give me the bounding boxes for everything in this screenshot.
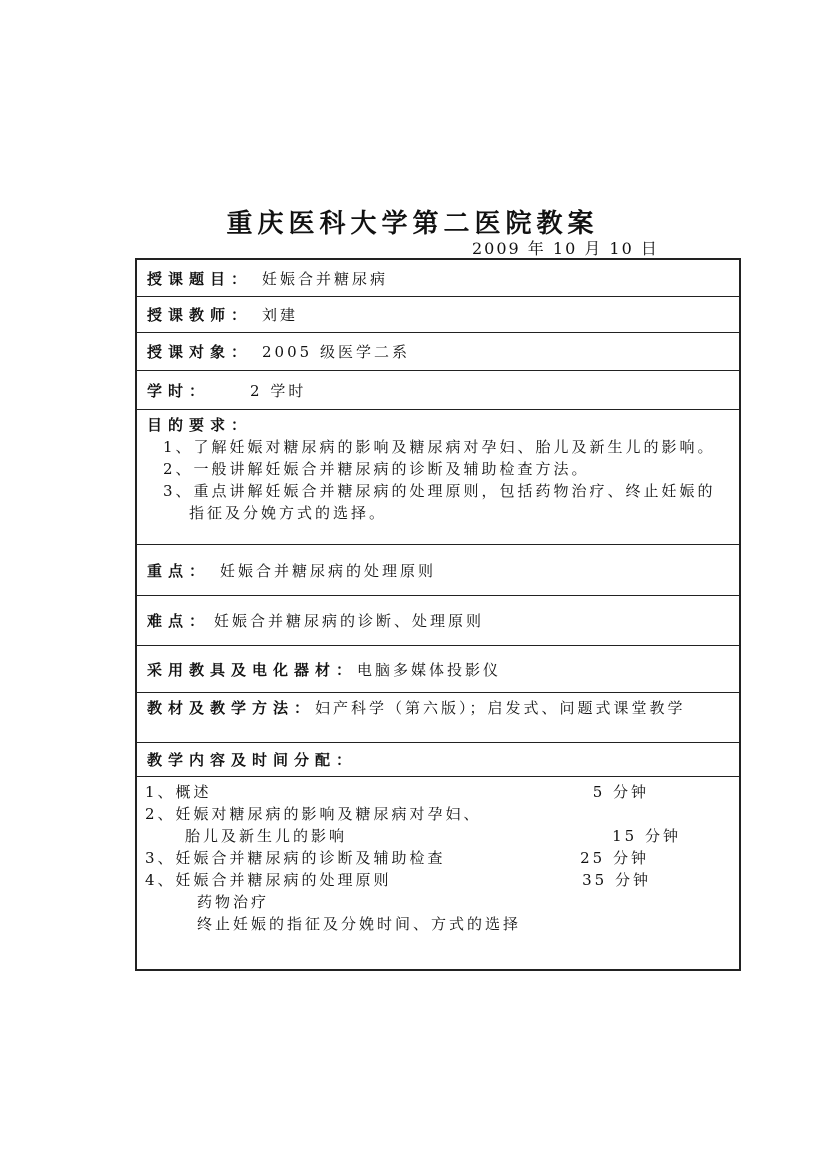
goal-item: 1、了解妊娠对糖尿病的影响及糖尿病对孕妇、胎儿及新生儿的影响。 <box>163 438 716 456</box>
row-key-point <box>137 545 739 596</box>
row-equipment <box>137 646 739 693</box>
schedule-time: 25 分钟 <box>580 849 649 867</box>
schedule-text: 2、妊娠对糖尿病的影响及糖尿病对孕妇、 <box>145 805 482 823</box>
row-hours <box>137 371 739 410</box>
hours-value: 2 学时 <box>250 381 307 400</box>
schedule-text: 终止妊娠的指征及分娩时间、方式的选择 <box>197 915 522 933</box>
lesson-plan-table <box>135 258 741 971</box>
row-goals <box>137 410 739 545</box>
schedule-line <box>145 803 729 825</box>
schedule-line <box>145 781 729 803</box>
schedule-line <box>145 891 729 913</box>
schedule-text: 3、妊娠合并糖尿病的诊断及辅助检查 <box>145 849 446 867</box>
schedule-line <box>145 825 729 847</box>
audience-value: 2005 级医学二系 <box>262 343 410 361</box>
schedule-line <box>145 847 729 869</box>
method-value: 妇产科学（第六版）；启发式、问题式课堂教学 <box>315 699 686 717</box>
content-label: 教学内容及时间分配： <box>147 751 358 769</box>
row-topic <box>137 260 739 297</box>
teacher-value: 刘建 <box>262 306 299 324</box>
schedule-text: 药物治疗 <box>197 893 270 911</box>
goals-label: 目的要求： <box>147 416 253 434</box>
row-difficulty <box>137 596 739 646</box>
page-title: 重庆医科大学第二医院教案 <box>226 209 599 239</box>
schedule-text: 1、概述 <box>145 783 212 801</box>
schedule-time: 5 分钟 <box>592 783 649 801</box>
key-point-value: 妊娠合并糖尿病的处理原则 <box>220 561 437 580</box>
equipment-label: 采用教具及电化器材： <box>147 660 358 679</box>
hours-label: 学时： <box>147 381 211 400</box>
row-content-label <box>137 743 739 777</box>
schedule-line <box>145 913 729 935</box>
row-method <box>137 693 739 743</box>
equipment-value: 电脑多媒体投影仪 <box>357 660 502 679</box>
difficulty-value: 妊娠合并糖尿病的诊断、处理原则 <box>214 612 485 630</box>
row-audience <box>137 333 739 371</box>
row-teacher <box>137 297 739 333</box>
goal-item: 3、重点讲解妊娠合并糖尿病的处理原则，包括药物治疗、终止妊娠的指征及分娩方式的选择。 <box>163 482 716 522</box>
key-point-label: 重点： <box>147 561 211 580</box>
row-schedule <box>137 777 739 969</box>
teacher-label: 授课教师： <box>147 306 253 324</box>
schedule-line <box>145 869 729 891</box>
method-label: 教材及教学方法： <box>147 699 316 717</box>
topic-label: 授课题目： <box>147 269 253 288</box>
audience-label: 授课对象： <box>147 343 253 361</box>
goal-item: 2、一般讲解妊娠合并糖尿病的诊断及辅助检查方法。 <box>163 460 590 478</box>
schedule-text: 胎儿及新生儿的影响 <box>185 827 348 845</box>
schedule-time: 15 分钟 <box>612 827 681 845</box>
schedule-time: 35 分钟 <box>582 871 651 889</box>
topic-value: 妊娠合并糖尿病 <box>262 269 389 288</box>
document-date: 2009 年 10 月 10 日 <box>472 239 659 258</box>
schedule-text: 4、妊娠合并糖尿病的处理原则 <box>145 871 392 889</box>
difficulty-label: 难点： <box>147 612 211 630</box>
